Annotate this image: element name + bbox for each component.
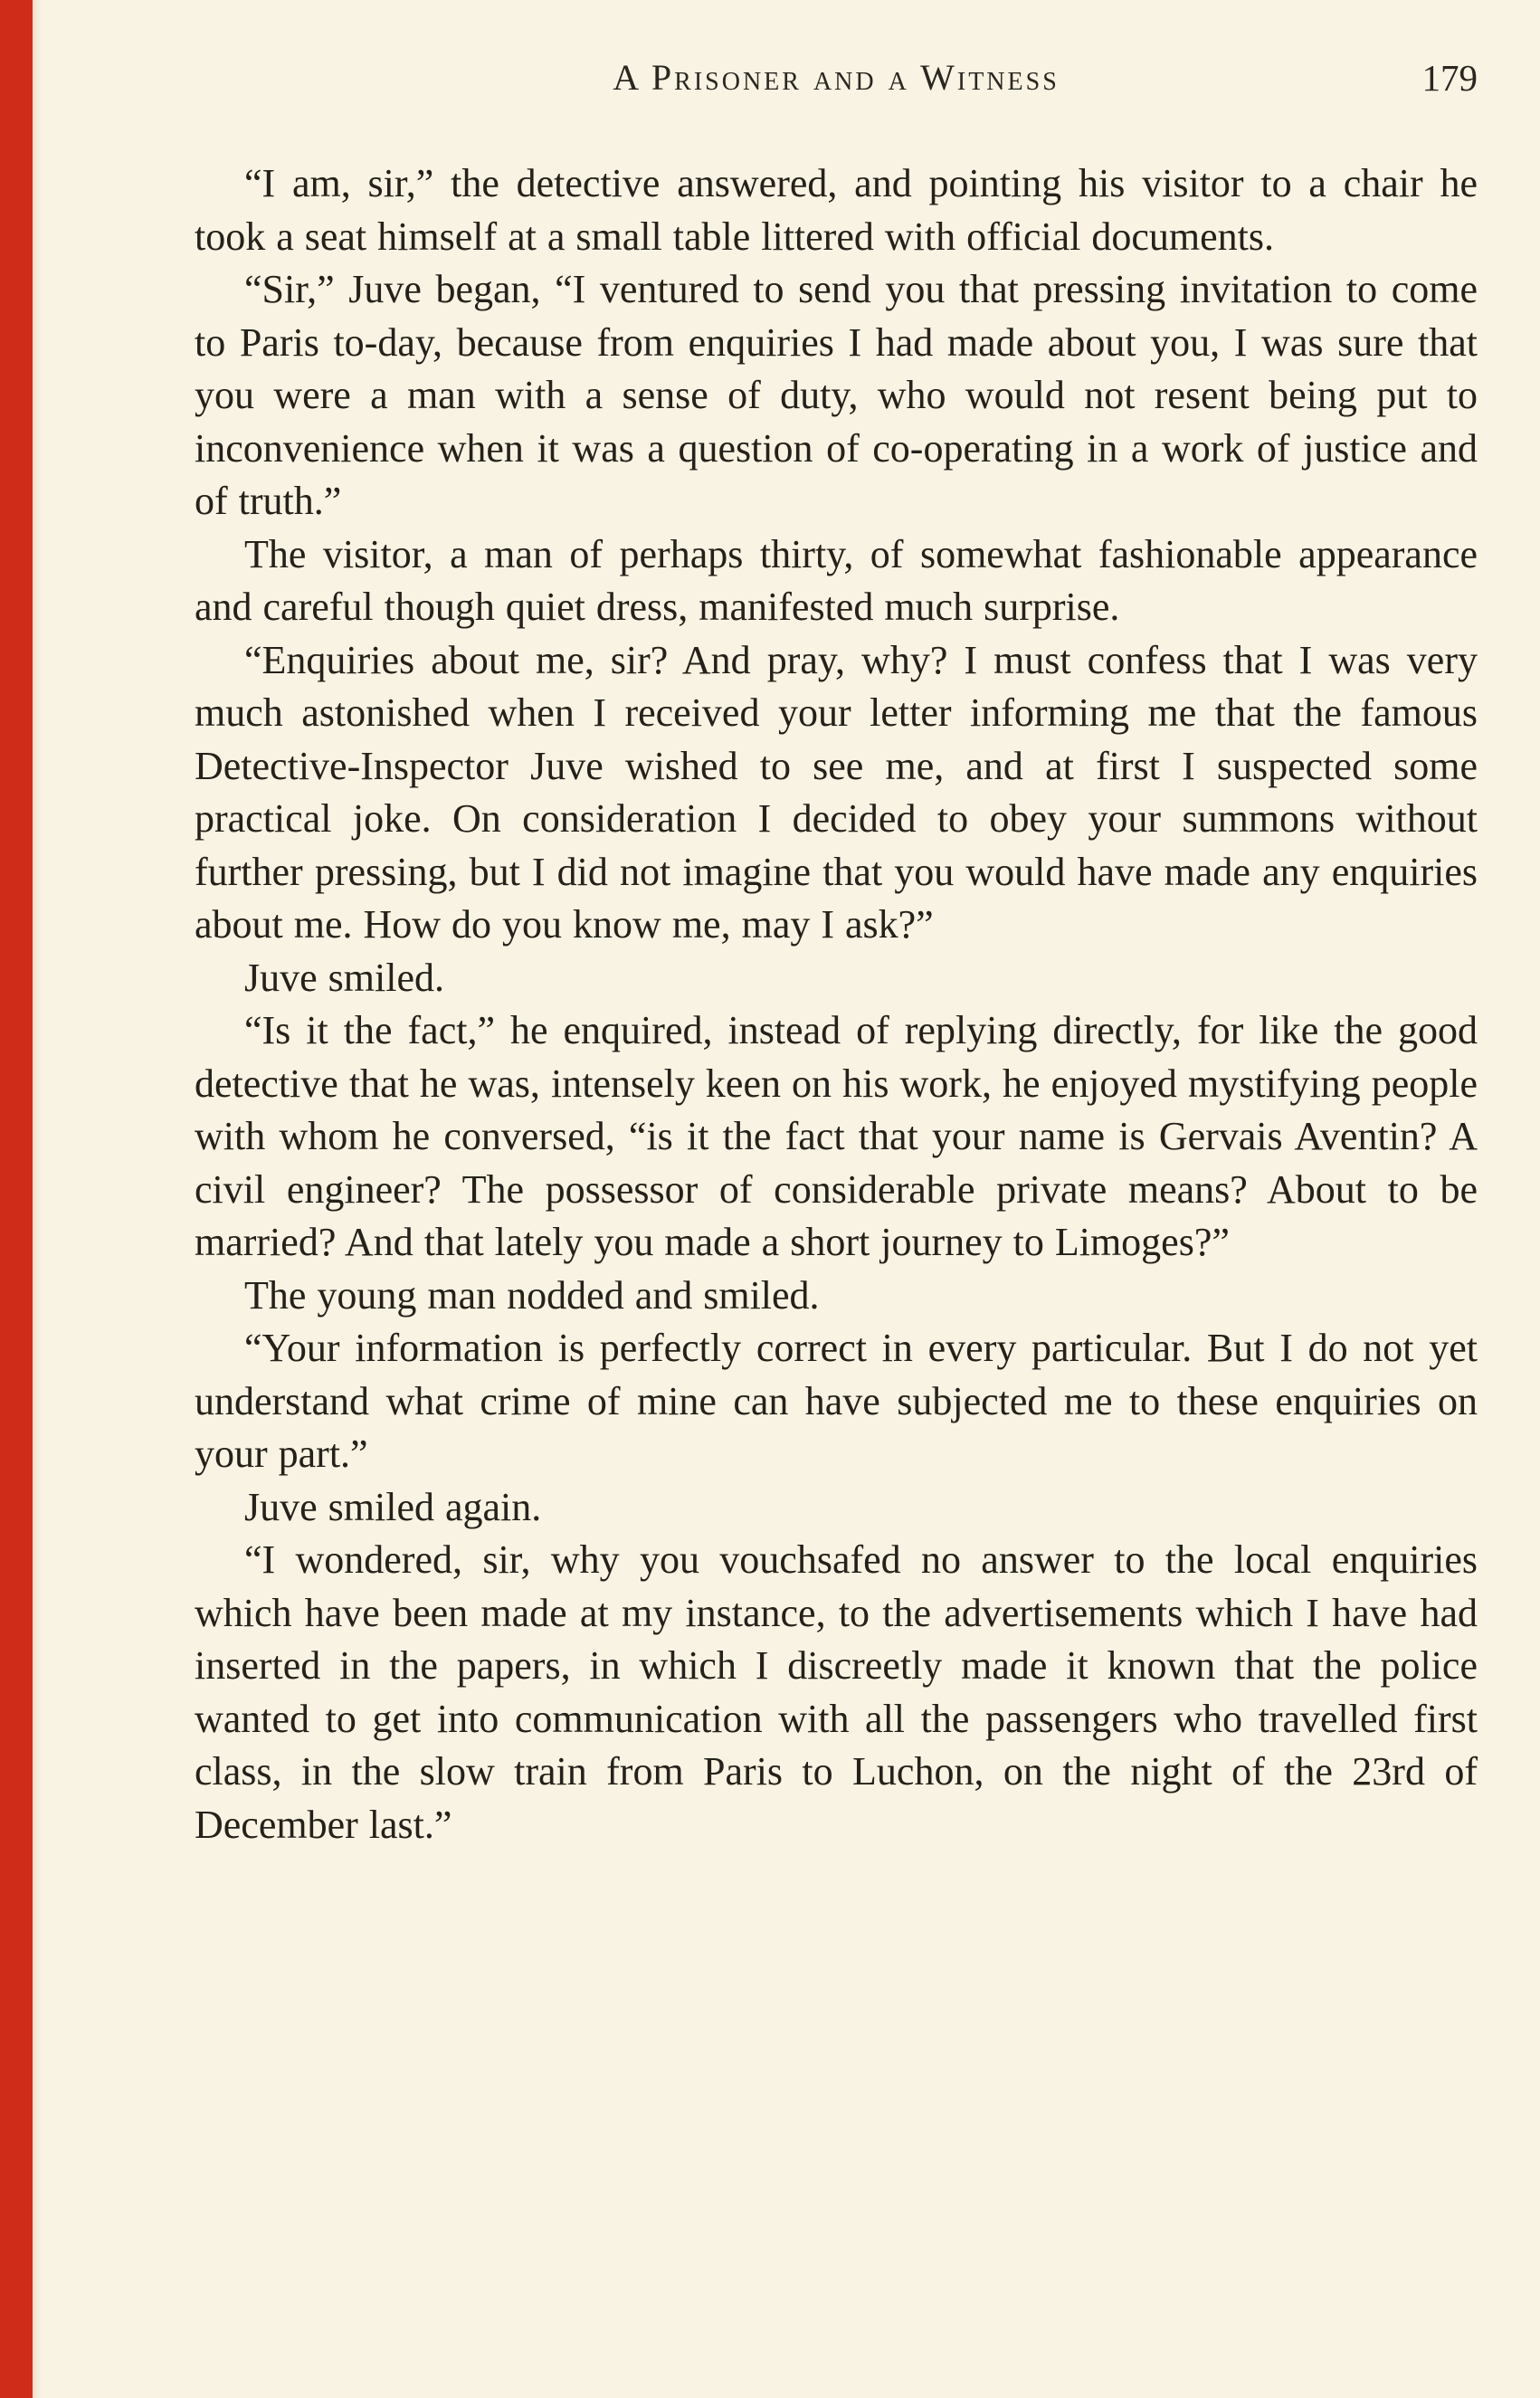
paragraph: The young man nodded and smiled. [244,1272,820,1318]
page-gutter-shadow [33,0,42,2398]
paragraph: The visitor, a man of perhaps thirty, of somewhat fashionable appearance and careful though quiet dress, manifested much surprise. [195,531,1478,629]
paragraph: “Enquiries about me, sir? And pray, why? I must confess that I was very much astonished when I received your letter informing me that the famous Detective-Inspector Juve wished to see me, and at first I suspected some practical joke. On consideration I decided to obey your summons without further pressing, but I did not imagine that you would have made any enquiries about me. How do you know me, may I ask?” [195,637,1478,947]
paragraph: “I am, sir,” the detective answered, and pointing his visitor to a chair he took a seat himself at a small table littered with official documents. [195,161,1478,259]
paragraph: Juve smiled. [244,955,444,1000]
paragraph: “I wondered, sir, why you vouchsafed no answer to the local enquiries which have been made at my instance, to the advertisements which I have had inserted in the papers, in which I discreetly made it known that the police wanted to get into communication with all the passengers who travelled first class, in the slow train from Paris to Luchon, on the night of the 23rd of December last.” [195,1537,1478,1847]
paragraph: Juve smiled again. [244,1484,542,1529]
running-header [195,56,1478,110]
paragraph: “Is it the fact,” he enquired, instead of replying directly, for like the good detective that he was, intensely keen on his work, he enjoyed mystifying people with whom he conversed, “is it the fact that your name is Gervais Aventin? A civil engineer? The possessor of considerable private means? About to be married? And that lately you made a short journey to Limoges?” [195,1008,1478,1264]
chapter-running-title: A Prisoner and a Witness [613,57,1060,98]
paragraph: “Your information is perfectly correct in every particular. But I do not yet understand what crime of mine can have subjected me to these enquiries on your part.” [195,1326,1478,1476]
page-number: 179 [1421,57,1478,99]
book-cover-edge-stripe [0,0,33,2398]
paragraph: “Sir,” Juve began, “I ventured to send you that pressing invitation to come to Paris to-day, because from enquiries I had made about you, I was sure that you were a man with a sense of duty, who would not resent being put to inconvenience when it was a question of co-operating in a work of justice and of truth.” [195,267,1478,523]
page-content [195,0,1478,1851]
body-text-block [195,157,1478,1851]
